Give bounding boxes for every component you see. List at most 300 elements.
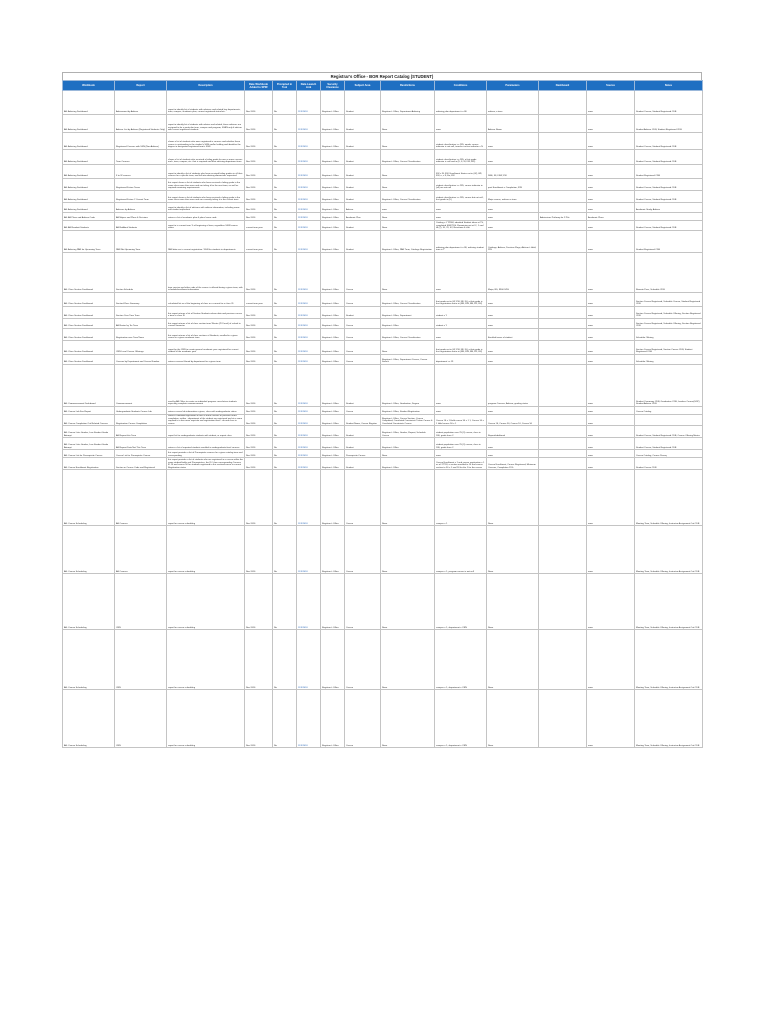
notes-text: Student Course, Student Registered CDB xyxy=(636,446,677,449)
notes-cell xyxy=(635,526,703,574)
workbook-cell xyxy=(63,307,115,319)
date-added-cell xyxy=(245,365,273,407)
description-text: used by AB Office to create an individual program: near-future students expecting complete commencement xyxy=(168,400,237,406)
launch-link-cell[interactable] xyxy=(297,307,321,319)
subject-area-text: Course xyxy=(346,522,354,525)
source-cell xyxy=(587,179,635,191)
prompted-text: No xyxy=(274,686,277,689)
prompted-text: No xyxy=(274,289,277,292)
table-row xyxy=(63,415,703,426)
source-cell xyxy=(587,450,635,458)
dashboard-cell xyxy=(539,458,587,470)
description-cell xyxy=(167,690,245,748)
security-text: Registrar's Office xyxy=(322,146,339,149)
prompted-cell xyxy=(273,133,297,150)
date-added-cell xyxy=(245,526,273,574)
restrictions-text: Registrar's Office, Graduation, Degree xyxy=(382,403,420,406)
description-text: report for course scheduling xyxy=(168,626,196,629)
workbook-cell xyxy=(63,91,115,115)
subject-area-cell xyxy=(345,458,381,470)
security-text: Registrar's Office xyxy=(322,289,339,292)
description-cell xyxy=(167,365,245,407)
dashboard-cell xyxy=(539,203,587,213)
report-text: Course List for Prerequisite Course xyxy=(116,454,151,457)
notes-text: Student Course, Student Registered CDB xyxy=(636,161,677,164)
date-added-text: Nov 2016 xyxy=(246,411,256,414)
report-cell xyxy=(115,165,167,179)
table-row xyxy=(63,179,703,191)
launch-link-cell[interactable] xyxy=(297,365,321,407)
subject-area-text: Student xyxy=(346,111,354,114)
date-added-text: Nov 2016 xyxy=(246,466,256,469)
parameters-text: None xyxy=(488,570,494,573)
source-cell xyxy=(587,407,635,415)
workbook-text: AB: Course Enrollment Registration xyxy=(64,466,99,469)
column-header[interactable]: Prompted in Tool xyxy=(273,81,297,91)
prompted-text: No xyxy=(274,217,277,220)
description-text: report for course scheduling xyxy=(168,744,196,747)
conditions-cell xyxy=(435,526,487,574)
subject-area-text: Student Name, Course Register xyxy=(346,422,378,425)
parameters-text: none xyxy=(488,446,493,449)
report-text: AB Courses xyxy=(116,570,128,573)
date-added-cell xyxy=(245,203,273,213)
launch-link-cell[interactable] xyxy=(297,470,321,526)
column-header[interactable]: Report xyxy=(115,81,167,91)
launch-link-cell[interactable] xyxy=(297,407,321,415)
security-cell xyxy=(321,115,345,133)
notes-cell xyxy=(635,293,703,307)
source-text: none xyxy=(588,187,593,190)
restrictions-cell xyxy=(381,221,435,231)
source-cell xyxy=(587,203,635,213)
subject-area-cell xyxy=(345,438,381,450)
report-cell xyxy=(115,203,167,213)
launch-link-cell[interactable] xyxy=(297,415,321,426)
security-text: Registrar's Office xyxy=(322,434,339,437)
launch-link-cell[interactable] xyxy=(297,329,321,341)
subject-area-cell xyxy=(345,355,381,365)
launch-link-text: 11/3/2018 xyxy=(298,411,308,414)
conditions-cell xyxy=(435,221,487,231)
launch-link-cell[interactable] xyxy=(297,630,321,690)
subject-area-cell xyxy=(345,630,381,690)
security-cell xyxy=(321,526,345,574)
description-cell xyxy=(167,355,245,365)
workbook-cell xyxy=(63,253,115,293)
description-text: this report provides a list of students who are registered in a course within the same student/holds and Prerequisites; the ID / then corresponding Courses ID 16 and course 50 for students registered in this section/course to current Registration status xyxy=(168,459,243,469)
launch-link-cell[interactable] xyxy=(297,191,321,203)
column-header[interactable]: Conditions xyxy=(435,81,487,91)
report-cell xyxy=(115,231,167,253)
source-cell xyxy=(587,165,635,179)
prompted-text: No xyxy=(274,249,277,252)
launch-link-cell[interactable] xyxy=(297,293,321,307)
report-text: Term Courses xyxy=(116,161,130,164)
security-cell xyxy=(321,133,345,150)
parameters-cell xyxy=(487,213,539,221)
source-cell xyxy=(587,690,635,748)
subject-area-text: Course xyxy=(346,361,354,364)
workbook-cell xyxy=(63,450,115,458)
restrictions-cell xyxy=(381,231,435,253)
parameters-text: Advisor Name xyxy=(488,129,502,132)
security-text: Registrar's Office xyxy=(322,422,339,425)
launch-link-cell[interactable] xyxy=(297,450,321,458)
report-text: CRN xyxy=(116,744,121,747)
prompted-cell xyxy=(273,407,297,415)
launch-link-cell[interactable] xyxy=(297,458,321,470)
notes-cell xyxy=(635,91,703,115)
description-text: report to in current term % of beginning of term, regardless SSIN course status xyxy=(168,224,238,230)
date-added-text: Nov 2016 xyxy=(246,325,256,328)
column-header[interactable]: Dashboard xyxy=(539,81,587,91)
prompted-cell xyxy=(273,426,297,438)
workbook-cell xyxy=(63,458,115,470)
source-cell xyxy=(587,341,635,355)
column-header[interactable]: Notes xyxy=(635,81,703,91)
restrictions-cell xyxy=(381,574,435,630)
notes-text: Course Catalog xyxy=(636,411,652,414)
date-added-cell xyxy=(245,450,273,458)
parameters-cell xyxy=(487,307,539,319)
prompted-cell xyxy=(273,115,297,133)
workbook-cell xyxy=(63,213,115,221)
parameters-cell xyxy=(487,221,539,231)
description-cell xyxy=(167,574,245,630)
date-added-text: Nov 2016 xyxy=(246,187,256,190)
launch-link-cell[interactable] xyxy=(297,574,321,630)
prompted-text: No xyxy=(274,315,277,318)
source-text: none xyxy=(588,337,593,340)
column-header[interactable]: Data Launch Link xyxy=(297,81,321,91)
description-cell xyxy=(167,307,245,319)
conditions-text: none xyxy=(436,129,441,132)
dashboard-cell xyxy=(539,438,587,450)
date-added-text: Nov 2016 xyxy=(246,146,256,149)
table-row xyxy=(63,253,703,293)
launch-link-text: 11/3/2018 xyxy=(298,361,308,364)
notes-cell xyxy=(635,630,703,690)
workbook-cell xyxy=(63,341,115,355)
workbook-text: AB: Class Section Dashboard xyxy=(64,303,93,306)
column-header[interactable]: Restrictions xyxy=(381,81,435,91)
notes-cell xyxy=(635,150,703,165)
conditions-cell xyxy=(435,630,487,690)
security-cell xyxy=(321,165,345,179)
subject-area-text: Student xyxy=(346,434,354,437)
report-cell xyxy=(115,91,167,115)
source-text: none xyxy=(588,422,593,425)
prompted-text: No xyxy=(274,403,277,406)
description-text: report by the CRN to create general academic year registered for current student of the academic year xyxy=(168,348,239,354)
description-cell xyxy=(167,165,245,179)
report-text: Section Over Time Term xyxy=(116,315,140,318)
launch-link-cell[interactable] xyxy=(297,213,321,221)
table-row xyxy=(63,438,703,450)
restrictions-text: None xyxy=(382,744,388,747)
restrictions-cell xyxy=(381,415,435,426)
prompted-cell xyxy=(273,438,297,450)
workbook-text: AB: Class Section Dashboard xyxy=(64,315,93,318)
parameters-text: None xyxy=(488,626,494,629)
column-header[interactable]: Security Clearance xyxy=(321,81,345,91)
workbook-text: AB: Course List for Prerequisite Course xyxy=(64,454,103,457)
parameters-cell xyxy=(487,203,539,213)
parameters-cell xyxy=(487,630,539,690)
notes-text: Meeting Time, Schedule Offering, Instructor Assignment Cat CDB xyxy=(636,686,700,689)
source-cell xyxy=(587,221,635,231)
date-added-cell xyxy=(245,407,273,415)
restrictions-text: Registrar's Office, Course Classification xyxy=(382,199,421,202)
subject-area-cell xyxy=(345,426,381,438)
date-added-cell xyxy=(245,165,273,179)
prompted-cell xyxy=(273,355,297,365)
source-text: none xyxy=(588,403,593,406)
prompted-cell xyxy=(273,574,297,630)
launch-link-cell[interactable] xyxy=(297,426,321,438)
parameters-text: none xyxy=(488,209,493,212)
date-added-cell xyxy=(245,253,273,293)
table-row xyxy=(63,150,703,165)
parameters-text: program Courses, Advisor, grading status xyxy=(488,403,529,406)
restrictions-cell xyxy=(381,307,435,319)
workbook-text: AB: Class Section Dashboard xyxy=(64,289,93,292)
prompted-text: No xyxy=(274,337,277,340)
date-added-cell xyxy=(245,293,273,307)
prompted-cell xyxy=(273,458,297,470)
prompted-cell xyxy=(273,253,297,293)
security-cell xyxy=(321,319,345,329)
security-cell xyxy=(321,253,345,293)
table-row xyxy=(63,690,703,748)
date-added-cell xyxy=(245,179,273,191)
source-cell xyxy=(587,191,635,203)
conditions-cell xyxy=(435,426,487,438)
launch-link-cell[interactable] xyxy=(297,133,321,150)
description-text: calculated list as of the beginning of class or a current for a class ID xyxy=(168,303,234,306)
date-added-text: Nov 2016 xyxy=(246,351,256,354)
notes-text: Student Registered CDB xyxy=(636,175,660,178)
description-text: this report returns a list of Section Students whose data and previous course a term in class ID xyxy=(168,312,242,318)
workbook-cell xyxy=(63,179,115,191)
security-text: Registrar's Office xyxy=(322,403,339,406)
parameters-text: Course 16, Course 50, Course 16, Course 50 xyxy=(488,422,533,425)
column-header[interactable]: Source xyxy=(587,81,635,91)
date-added-cell xyxy=(245,341,273,355)
launch-link-cell[interactable] xyxy=(297,690,321,748)
launch-link-cell[interactable] xyxy=(297,91,321,115)
table-row xyxy=(63,213,703,221)
report-cell xyxy=(115,365,167,407)
restrictions-cell xyxy=(381,293,435,307)
launch-link-text: 11/3/2018 xyxy=(298,744,308,747)
launch-link-cell[interactable] xyxy=(297,115,321,133)
description-cell xyxy=(167,231,245,253)
notes-text: Student Ceremony CDB, Graduation CDB, Lenders Course(SDP) Student Advisor CDB xyxy=(636,400,700,406)
security-text: Registrar's Office xyxy=(322,626,339,629)
description-cell xyxy=(167,329,245,341)
security-cell xyxy=(321,407,345,415)
table-row xyxy=(63,526,703,574)
security-text: Registrar's Office xyxy=(322,199,339,202)
report-text: F to W courses xyxy=(116,175,131,178)
launch-link-cell[interactable] xyxy=(297,221,321,231)
security-text: Registrar's Office xyxy=(322,175,339,178)
restrictions-cell xyxy=(381,213,435,221)
notes-cell xyxy=(635,458,703,470)
parameters-text: none xyxy=(488,303,493,306)
parameters-cell xyxy=(487,133,539,150)
launch-link-cell[interactable] xyxy=(297,355,321,365)
date-added-text: Nov 2016 xyxy=(246,111,256,114)
security-text: Registrar's Office xyxy=(322,446,339,449)
dashboard-cell xyxy=(539,690,587,748)
conditions-text: that grade not in (W, FW, NF, FL) a that grade is first registration status in (RE, RW, RB, RZ, RX) xyxy=(436,300,483,306)
parameters-text: Enrolled terms of student xyxy=(488,337,513,340)
workbook-text: AB: Advising Dashboard xyxy=(64,146,88,149)
prompted-cell xyxy=(273,165,297,179)
workbook-cell xyxy=(63,150,115,165)
notes-cell xyxy=(635,191,703,203)
report-text: CRN xyxy=(116,686,121,689)
subject-area-text: Student xyxy=(346,187,354,190)
notes-cell xyxy=(635,574,703,630)
conditions-text: none xyxy=(436,209,441,212)
restrictions-text: None xyxy=(382,351,388,354)
notes-cell xyxy=(635,690,703,748)
subject-area-text: Student xyxy=(346,466,354,469)
conditions-cell xyxy=(435,458,487,470)
description-cell xyxy=(167,293,245,307)
workbook-cell xyxy=(63,191,115,203)
report-text: Advisors by Advisor xyxy=(116,209,136,212)
prompted-text: No xyxy=(274,570,277,573)
restrictions-cell xyxy=(381,179,435,191)
notes-text: Student Registered CDB xyxy=(636,249,660,252)
parameters-cell xyxy=(487,470,539,526)
security-cell xyxy=(321,213,345,221)
launch-link-cell[interactable] xyxy=(297,319,321,329)
column-header[interactable]: Date Workbook Added to SPIR xyxy=(245,81,273,91)
date-added-text: current term year xyxy=(246,249,263,252)
security-cell xyxy=(321,307,345,319)
prompted-text: No xyxy=(274,522,277,525)
conditions-text: none xyxy=(436,454,441,457)
dashboard-text: Admissions Pathway for 2 Pile xyxy=(540,217,570,220)
report-cell xyxy=(115,293,167,307)
workbook-cell xyxy=(63,231,115,253)
column-header[interactable]: Description xyxy=(167,81,245,91)
date-added-text: Nov 2016 xyxy=(246,522,256,525)
date-added-text: Nov 2016 xyxy=(246,434,256,437)
conditions-cell xyxy=(435,213,487,221)
description-cell xyxy=(167,458,245,470)
conditions-text: Course 16 = 1 Hold course 50 = 1 1, Course 16 = 1 Hold course 50 = 1 xyxy=(436,420,484,425)
description-text: PAN data run in current registration / SSN for students in departments xyxy=(168,249,236,252)
report-cell xyxy=(115,355,167,365)
subject-area-cell xyxy=(345,415,381,426)
launch-link-text: 11/3/2018 xyxy=(298,434,308,437)
launch-link-cell[interactable] xyxy=(297,341,321,355)
notes-cell xyxy=(635,133,703,150)
notes-text: Meeting Time, Schedule Offering, Instructor Assignment Cat CDB xyxy=(636,744,700,747)
report-cell xyxy=(115,630,167,690)
launch-link-cell[interactable] xyxy=(297,203,321,213)
dashboard-cell xyxy=(539,341,587,355)
report-cell xyxy=(115,319,167,329)
table-row xyxy=(63,426,703,438)
parameters-text: DNE, FF, FFW, FW xyxy=(488,175,507,178)
workbook-text: AB: Class Section Dashboard xyxy=(64,337,93,340)
dashboard-cell xyxy=(539,365,587,407)
launch-link-cell[interactable] xyxy=(297,231,321,253)
conditions-cell xyxy=(435,293,487,307)
notes-cell xyxy=(635,203,703,213)
source-text: Academic Plans xyxy=(588,217,604,220)
description-text: report to identify list of students with advisor and related, those advisors are assigned to for a particular term, campus and program; SSBN only if advisor with current registered students xyxy=(168,124,242,132)
conditions-text: department >= 19 xyxy=(436,361,454,364)
description-cell xyxy=(167,526,245,574)
dashboard-cell xyxy=(539,526,587,574)
parameters-text: post Enrollment = Completion, F/W xyxy=(488,187,522,190)
date-added-text: Nov 2016 xyxy=(246,361,256,364)
subject-area-text: Student xyxy=(346,403,354,406)
notes-text: Academic Study, Advisor xyxy=(636,209,661,212)
source-text: none xyxy=(588,199,593,202)
report-cell xyxy=(115,179,167,191)
launch-link-cell[interactable] xyxy=(297,150,321,165)
conditions-text: campus = 1, department = CRN xyxy=(436,626,467,629)
parameters-cell xyxy=(487,450,539,458)
column-header[interactable]: Parameters xyxy=(487,81,539,91)
prompted-cell xyxy=(273,221,297,231)
launch-link-cell[interactable] xyxy=(297,526,321,574)
conditions-text: student classification >= 285, course but not null, first grade in (D) xyxy=(436,196,484,202)
conditions-cell xyxy=(435,203,487,213)
dashboard-cell xyxy=(539,221,587,231)
subject-area-text: Student xyxy=(346,199,354,202)
notes-cell xyxy=(635,221,703,231)
column-header[interactable]: Subject Area xyxy=(345,81,381,91)
subject-area-cell xyxy=(345,307,381,319)
workbook-cell xyxy=(63,438,115,450)
workbook-text: AB: Course Scheduling xyxy=(64,744,87,747)
subject-area-text: Student xyxy=(346,146,354,149)
security-text: Registrar's Office xyxy=(322,454,339,457)
launch-link-cell[interactable] xyxy=(297,179,321,191)
subject-area-text: Course xyxy=(346,570,354,573)
date-added-text: Nov 2016 xyxy=(246,403,256,406)
table-row xyxy=(63,341,703,355)
date-added-text: Nov 2016 xyxy=(246,570,256,573)
report-catalog-sheet xyxy=(62,72,702,748)
source-text: none xyxy=(588,161,593,164)
notes-cell xyxy=(635,213,703,221)
restrictions-cell xyxy=(381,165,435,179)
launch-link-cell[interactable] xyxy=(297,438,321,450)
launch-link-text: 11/3/2018 xyxy=(298,146,308,149)
column-header[interactable]: Workbook xyxy=(63,81,115,91)
launch-link-cell[interactable] xyxy=(297,165,321,179)
launch-link-cell[interactable] xyxy=(297,253,321,293)
report-text: Undergraduate Students Course Lab xyxy=(116,411,152,414)
notes-text: Student Advisor CDB, Student Registered CDB xyxy=(636,129,682,132)
description-cell xyxy=(167,426,245,438)
workbook-text: AB: Course Lists Grades, Low Student Grade Attempt xyxy=(64,444,109,449)
restrictions-text: None xyxy=(382,146,388,149)
workbook-cell xyxy=(63,630,115,690)
